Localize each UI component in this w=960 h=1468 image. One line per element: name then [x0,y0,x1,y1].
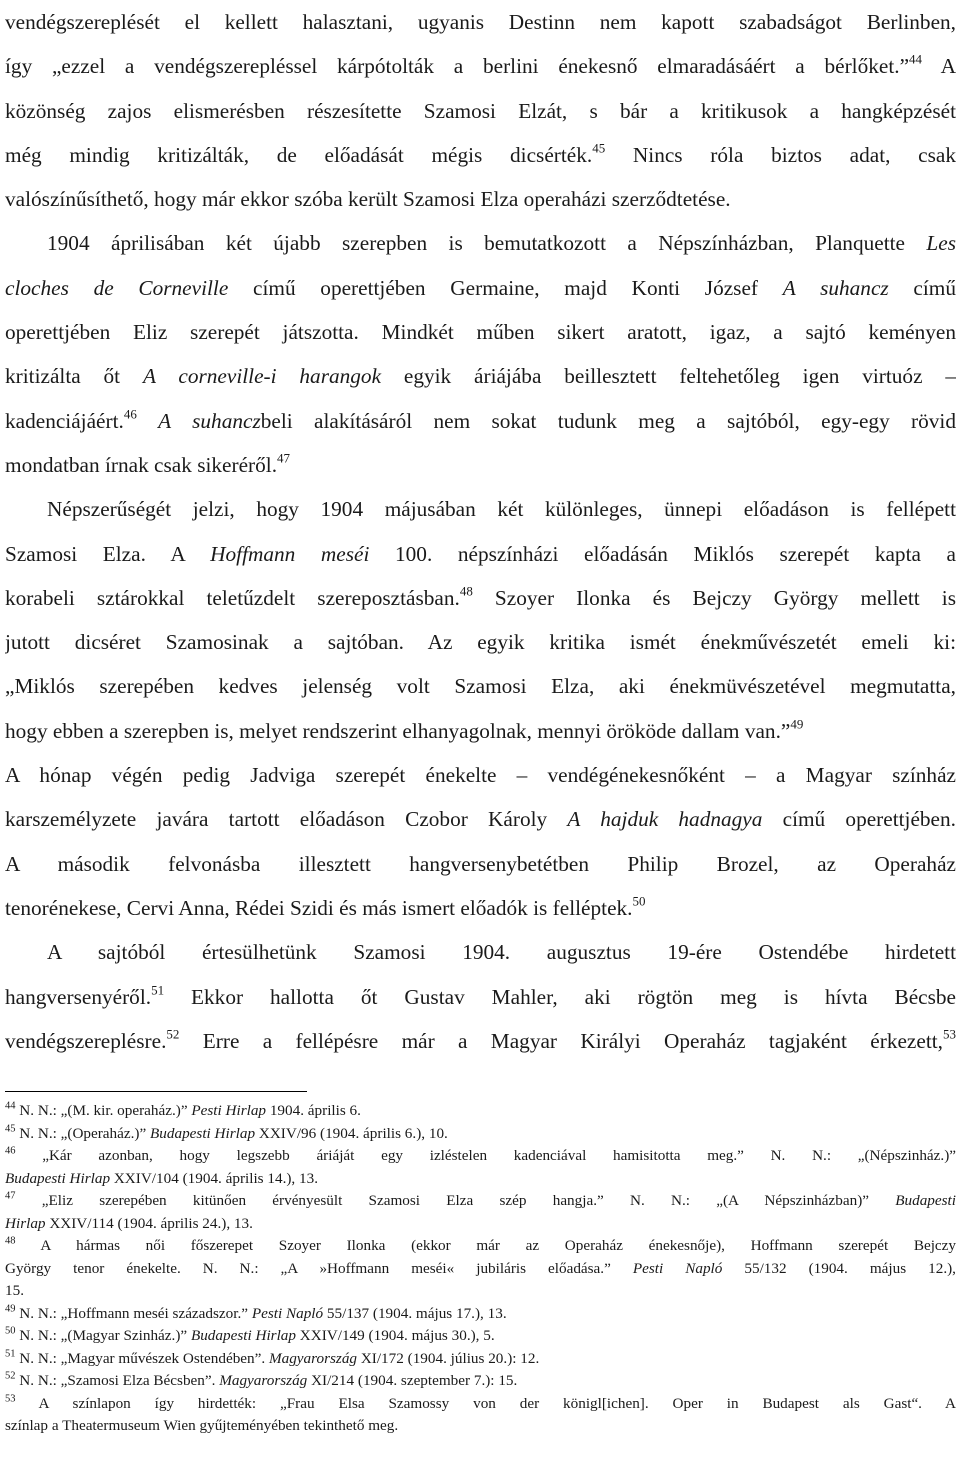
italic-title: Budapesti [895,1192,956,1209]
text-run: N. N.: „Hoffmann meséi századszor.” [15,1304,252,1322]
footnote-ref: 53 [943,1026,956,1042]
footnote-ref: 44 [909,51,923,67]
italic-title: Pesti Napló [251,1304,324,1322]
italic-title: cloches de Corneville [5,275,229,300]
footnote-ref: 50 [632,893,646,909]
footnote-ref: 49 [790,716,804,731]
text-run: N. N.: „(Magyar Szinház.)” [15,1327,191,1344]
footnote-ref: 51 [151,981,165,997]
footnote-ref: 45 [592,140,606,156]
footnote-ref: 49 [5,1303,16,1315]
text-run: kadenciájáért. [5,408,124,433]
italic-title: Budapesti Hirlap [5,1169,111,1187]
text-run: Nincs róla biztos adat, csak [605,142,956,167]
text-run: „Eliz szerepében kitünően érvényesült Szamosi Elza szép hangja.” N. N.: „(A Népszinházban)” [15,1192,896,1209]
text-line [5,221,956,265]
text-line [5,797,956,841]
footnote-line [5,1145,956,1168]
text-line [5,0,956,44]
footnote-line [5,1280,956,1303]
text-run: mondatban írnak csak sikeréről. [5,452,278,477]
text-line [5,753,956,797]
text-line [5,266,956,310]
text-run: korabeli sztárokkal teletűzdelt szereposztásban. [5,585,460,610]
text-line [5,89,956,133]
text-run: A második felvonásba illesztett hangversenybetétben Philip Brozel, az Operaház [5,851,956,876]
text-run [137,409,158,433]
text-run: 1904 áprilisában két újabb szerepben is bemutatkozott a Népszínházban, Planquette [47,231,927,256]
italic-title: Les [926,231,956,256]
footnote-line [5,1325,956,1348]
italic-title: A suhancz [158,408,261,433]
footnote-line [5,1303,956,1326]
footnote-line [5,1415,956,1438]
text-line [5,532,956,576]
text-line [5,354,956,398]
text-run: Szamosi Elza. A [5,541,211,566]
text-line [5,443,956,487]
text-run: 15. [5,1282,24,1299]
footnote-line [5,1258,956,1281]
text-run: hogy ebben a szerepben is, melyet rendszerint elhanyagolnak, mennyi örököde dallam van.” [5,718,791,743]
text-line [5,842,956,886]
italic-title: Magyarország [268,1349,358,1367]
text-run: című operettjében. [762,807,956,832]
text-run: A színlapon így hirdették: „Frau Elsa Szamossy von der königl[ichen]. Oper in Budapest als Gast“. A [15,1394,956,1412]
text-line [5,310,956,354]
text-line [5,1019,956,1063]
text-line [5,44,956,88]
text-run: „Kár azonban, hogy legszebb áriáját egy izléstelen kadenciával hamisitotta meg.” N. N.: „(Népszinház.)” [15,1147,956,1164]
text-run: N. N.: „(Operaház.)” [15,1124,151,1142]
footnote-ref: 47 [5,1190,16,1202]
text-run: vendégszereplésre. [5,1028,167,1053]
text-run: valószínűsíthető, hogy már ekkor szóba került Szamosi Elza operaházi szerződtetése. [5,187,731,212]
text-run: kritizálta őt [5,364,143,389]
text-line [5,930,956,974]
text-run: Népszerűségét jelzi, hogy 1904 májusában két különleges, ünnepi előadáson is fellépett [47,497,956,522]
text-line [5,620,956,664]
italic-title: Pesti Napló [632,1259,723,1277]
text-run: XXIV/104 (1904. április 14.), 13. [110,1169,319,1187]
text-run: György tenor énekelte. N. N.: „A »Hoffmann meséi« jubiláris előadása.” [5,1259,633,1277]
footnote-line [5,1168,956,1191]
text-line [5,133,956,177]
text-run: XI/214 (1904. szeptember 7.): 15. [307,1372,518,1389]
italic-title: Hoffmann meséi [210,541,370,566]
footnote-line [5,1235,956,1258]
body-text [5,0,956,1063]
text-run: operettjében Eliz szerepét játszotta. Mindkét műben sikert aratott, igaz, a sajtó keményen [5,320,956,345]
footnote-line [5,1348,956,1371]
text-line [5,177,956,221]
text-line [5,975,956,1019]
text-run: hangversenyéről. [5,984,152,1009]
text-run: XI/172 (1904. július 20.): 12. [357,1349,540,1367]
footnote-ref: 44 [5,1100,16,1112]
text-line [5,709,956,753]
text-run: Erre a fellépésre már a Magyar Királyi Operaház tagjaként érkezett, [179,1028,943,1053]
text-run: A [922,54,956,79]
text-run: karszemélyzete javára tartott előadáson Czobor Károly [5,807,568,832]
text-run: színlap a Theatermuseum Wien gyűjteményében tekinthető meg. [5,1417,399,1434]
text-run: jutott dicséret Szamosinak a sajtóban. Az egyik kritika ismét énekművészetét emeli ki: [5,630,956,655]
italic-title: A suhancz [782,275,889,300]
footnote-ref: 52 [5,1370,16,1382]
text-run: vendégszereplését el kellett halasztani, ugyanis Destinn nem kapott szabadságot Berlinben, [5,10,956,34]
footnote-ref: 47 [277,450,291,466]
text-run: N. N.: „(M. kir. operaház.)” [15,1102,192,1119]
text-run: „Miklós szerepében kedves jelenség volt Szamosi Elza, aki énekmüvészetével megmutatta, [5,674,956,699]
text-run: 100. népszínházi előadásán Miklós szerepét kapta a [369,541,956,566]
text-run: beli alakításáról nem sokat tudunk meg a sajtóból, egy-egy rövid [260,408,956,433]
text-run: egyik áriájába beillesztett feltehetőleg igen virtuóz – [381,364,956,389]
text-line [5,886,956,930]
text-run: N. N.: „Szamosi Elza Bécsben”. [15,1372,220,1389]
italic-title: Budapesti Hirlap [190,1327,296,1344]
text-run: című operettjében Germaine, majd Konti József [228,275,783,300]
text-line [5,487,956,531]
footnote-ref: 46 [123,405,137,421]
footnote-ref: 45 [5,1123,16,1135]
footnote-line [5,1370,956,1393]
text-run: 55/137 (1904. május 17.), 13. [323,1304,507,1322]
text-run: 1904. április 6. [266,1102,361,1119]
text-run: N. N.: „Magyar művészek Ostendében”. [15,1349,269,1367]
italic-title: Pesti Hirlap [191,1102,267,1119]
italic-title: Hirlap [5,1214,46,1232]
italic-title: A hajduk hadnagya [567,807,763,832]
text-run: XXIV/96 (1904. április 6.), 10. [255,1124,448,1142]
text-run: 55/132 (1904. május 12.), [722,1259,956,1277]
text-run: XXIV/114 (1904. április 24.), 13. [45,1214,253,1232]
footnote-ref: 51 [5,1348,16,1360]
text-run: így „ezzel a vendégszerepléssel kárpótolták a berlini énekesnő elmaradásáért a bérlőket.” [5,54,910,79]
footnote-ref: 53 [5,1393,16,1405]
text-line [5,399,956,443]
text-run: még mindig kritizálták, de előadását mégis dicsérték. [5,142,593,167]
footnote-line [5,1100,956,1123]
footnotes [5,1100,956,1438]
footnote-ref: 48 [459,583,473,599]
text-run: XXIV/149 (1904. május 30.), 5. [295,1327,495,1344]
text-run: közönség zajos elismerésben részesítette Szamosi Elzát, s bár a kritikusok a hangképzését [5,98,956,123]
footnote-ref: 46 [5,1145,16,1157]
footnote-ref: 52 [166,1026,180,1042]
italic-title: Magyarország [219,1372,308,1389]
text-run: című [888,275,956,300]
text-run: A hónap végén pedig Jadviga szerepét énekelte – vendégénekesnőként – a Magyar színház [5,763,956,788]
text-run: tenorénekese, Cervi Anna, Rédei Szidi és más ismert előadók is felléptek. [5,895,633,920]
text-run: Ekkor hallotta őt Gustav Mahler, aki rögtön meg is hívta Bécsbe [164,984,956,1009]
italic-title: A corneville-i harangok [142,364,382,389]
text-line [5,664,956,708]
text-line [5,576,956,620]
footnote-separator [5,1091,307,1092]
text-run: Szoyer Ilonka és Bejczy György mellett is [472,585,956,610]
italic-title: Budapesti Hirlap [150,1124,256,1142]
footnote-line [5,1393,956,1416]
text-run: A hármas női főszerepet Szoyer Ilonka (ekkor már az Operaház énekesnője), Hoffmann szerepét Bejczy [15,1237,956,1254]
text-run: A sajtóból értesülhetünk Szamosi 1904. augusztus 19-ére Ostendébe hirdetett [47,940,956,965]
footnote-ref: 50 [5,1325,16,1337]
footnote-line [5,1213,956,1236]
footnote-ref: 48 [5,1235,16,1247]
footnote-line [5,1123,956,1146]
footnote-line [5,1190,956,1213]
